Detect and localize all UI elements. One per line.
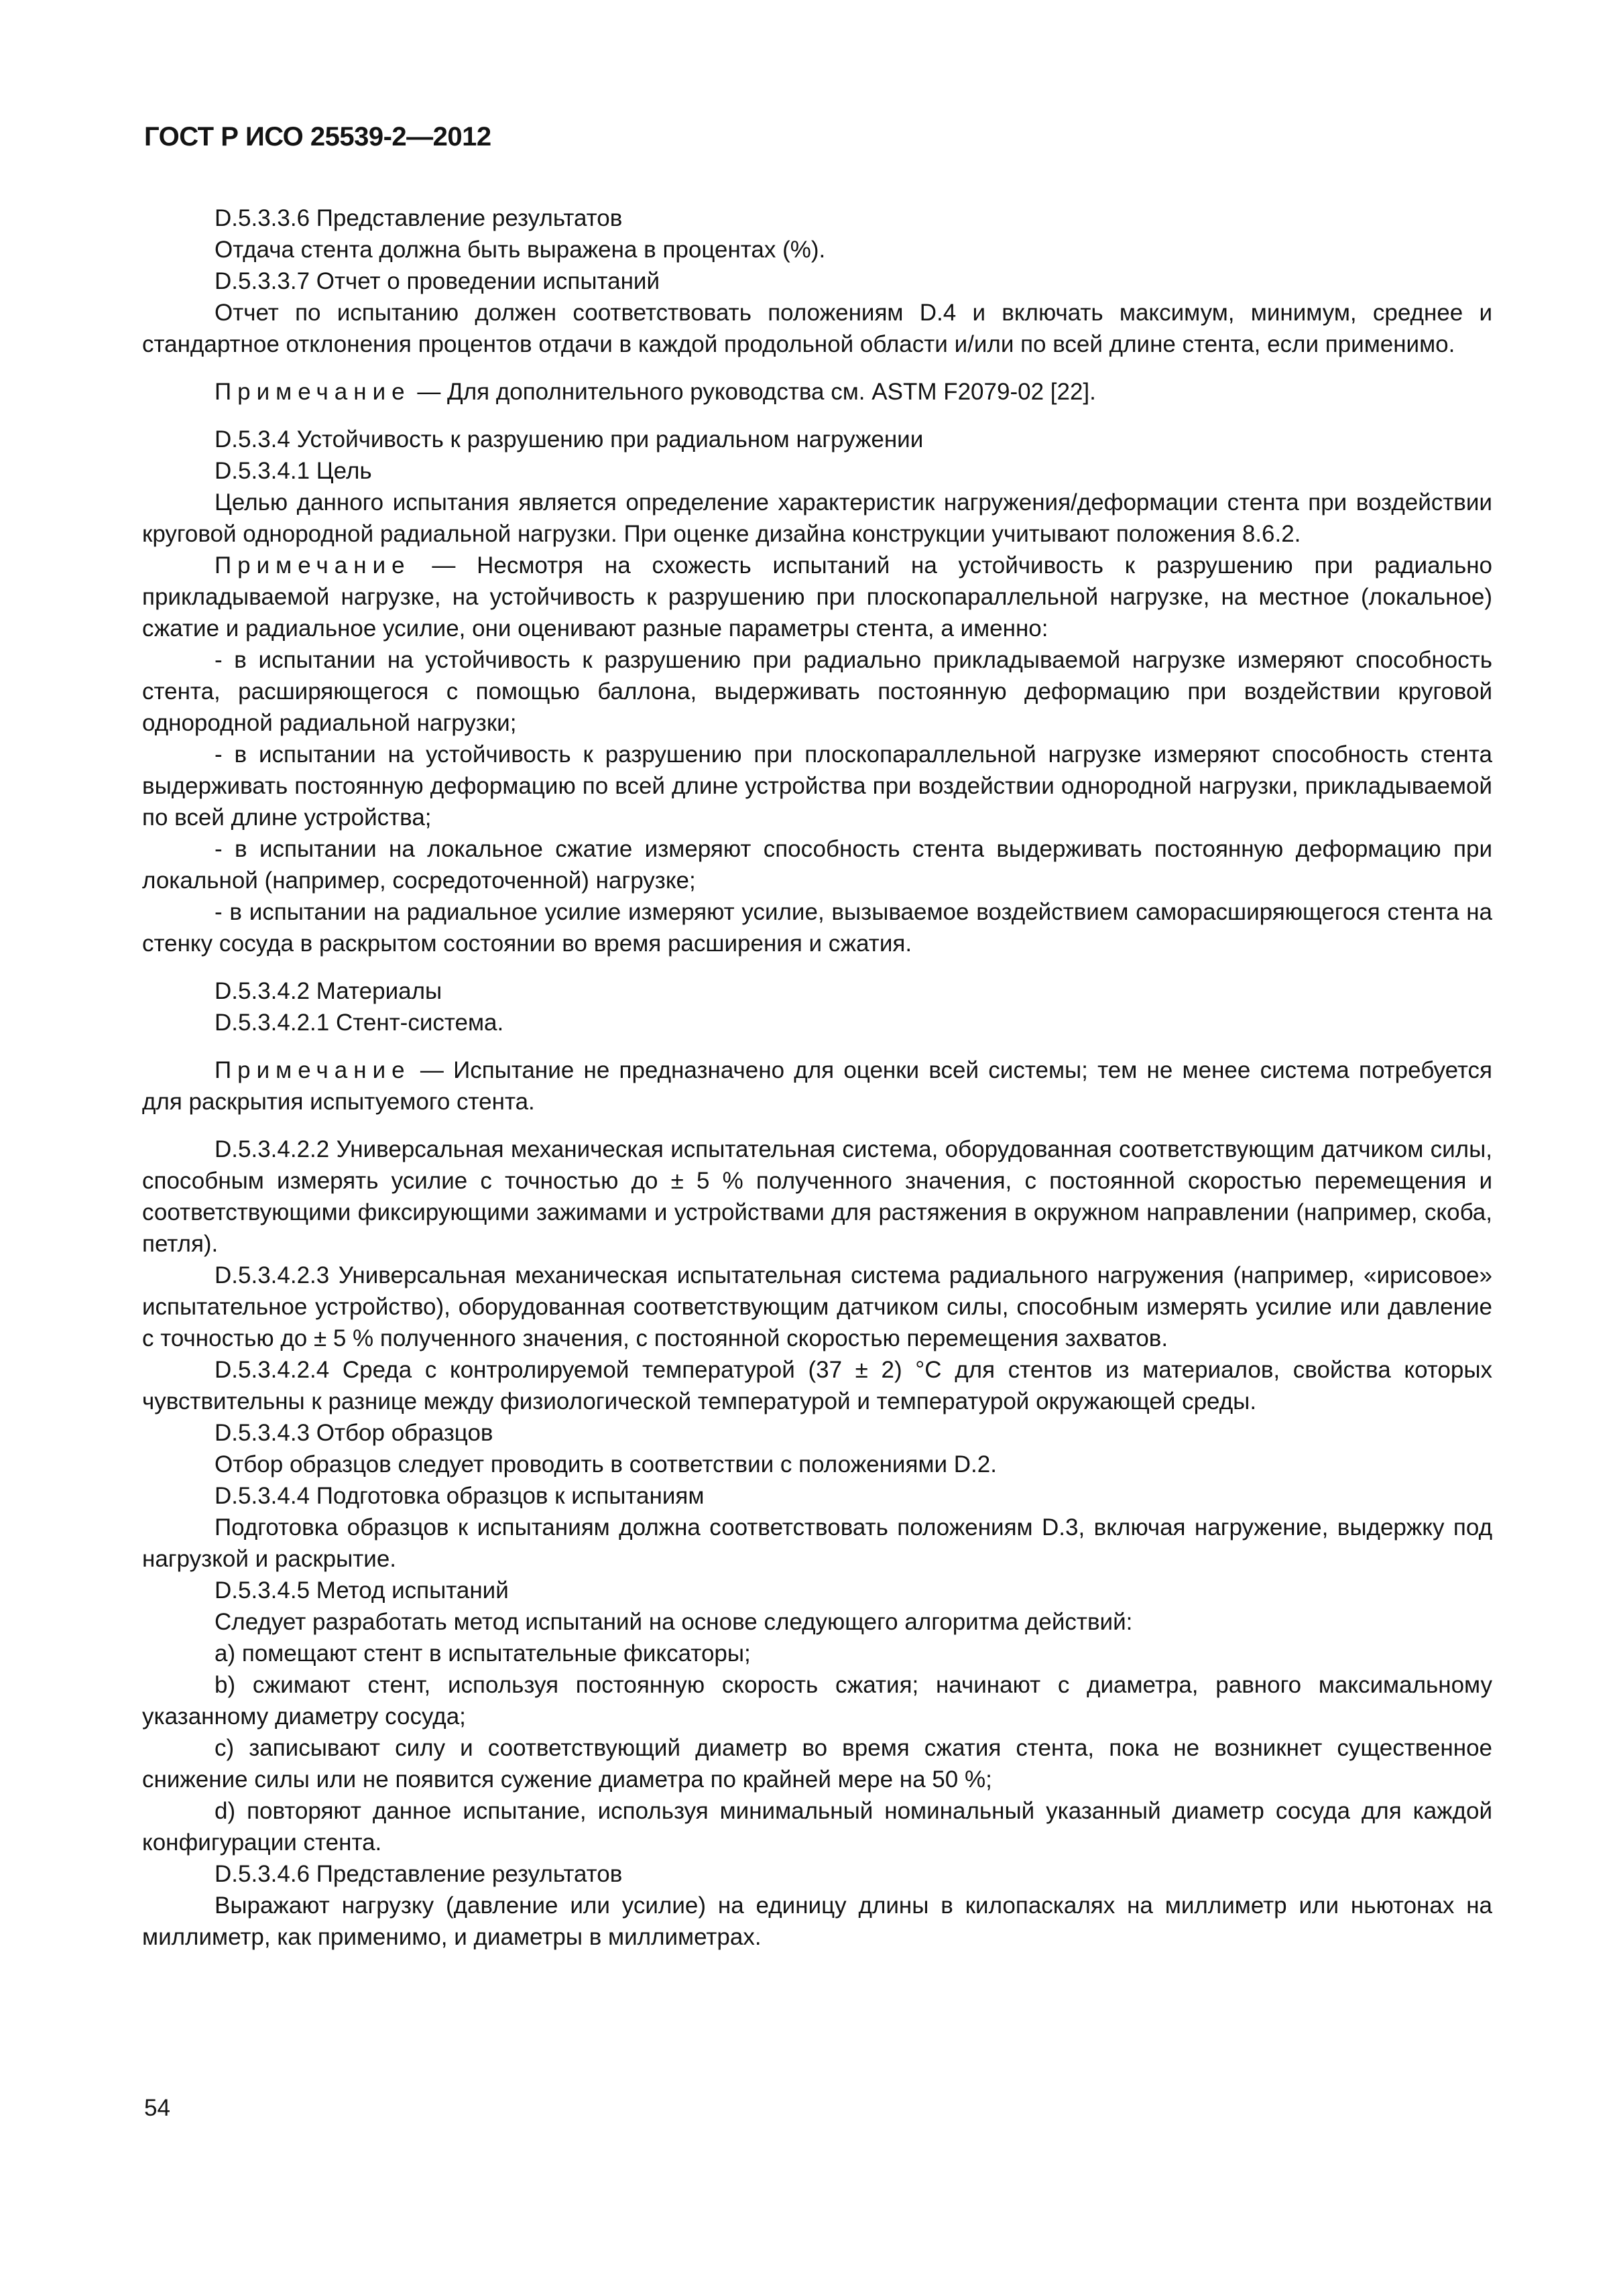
paragraph-text: - в испытании на устойчивость к разрушению при радиально прикладываемой нагрузке измеряют способность стента, расширяющегося с помощью баллона, выдерживать постоянную деформацию при воздействии круговой однородной радиальной нагрузки; bbox=[142, 647, 1492, 736]
paragraph-p18 bbox=[142, 1260, 1492, 1354]
paragraph-p1 bbox=[142, 202, 1492, 234]
paragraph-text: - в испытании на локальное сжатие измеряют способность стента выдерживать постоянную деформацию при локальной (например, сосредоточенной) нагрузке; bbox=[142, 836, 1492, 894]
paragraph-text: D.5.3.4.2 Материалы bbox=[215, 978, 442, 1004]
paragraph-text: d) повторяют данное испытание, используя минимальный номинальный указанный диаметр сосуда для каждой конфигурации стента. bbox=[142, 1798, 1492, 1856]
paragraph-text: Выражают нагрузку (давление или усилие) на единицу длины в килопаскалях на миллиметр или ньютонах на миллиметр, как применимо, и диаметры в миллиметрах. bbox=[142, 1892, 1492, 1950]
paragraph-p9 bbox=[142, 550, 1492, 644]
paragraph-p27 bbox=[142, 1669, 1492, 1732]
paragraph-p16 bbox=[142, 1054, 1492, 1117]
paragraph-text: D.5.3.4.4 Подготовка образцов к испытаниям bbox=[215, 1483, 705, 1509]
paragraph-p15 bbox=[142, 1007, 1492, 1038]
paragraph-p24 bbox=[142, 1575, 1492, 1606]
paragraph-text: Следует разработать метод испытаний на основе следующего алгоритма действий: bbox=[215, 1609, 1133, 1635]
paragraph-text: D.5.3.4.6 Представление результатов bbox=[215, 1861, 623, 1887]
paragraph-text: D.5.3.4.2.4 Среда с контролируемой температурой (37 ± 2) °С для стентов из материалов, свойства которых чувствительны к разнице между физиологической температурой и температурой окружающей среды. bbox=[142, 1357, 1492, 1414]
paragraph-text: - в испытании на радиальное усилие измеряют усилие, вызываемое воздействием саморасширяющегося стента на стенку сосуда в раскрытом состоянии во время расширения и сжатия. bbox=[142, 899, 1492, 957]
paragraph-p10 bbox=[142, 644, 1492, 739]
paragraph-text: a) помещают стент в испытательные фиксаторы; bbox=[215, 1640, 751, 1667]
paragraph-p6 bbox=[142, 424, 1492, 455]
note-label: Примечание bbox=[215, 379, 411, 405]
paragraph-text: Отбор образцов следует проводить в соответствии с положениями D.2. bbox=[215, 1451, 997, 1477]
paragraph-p30 bbox=[142, 1858, 1492, 1890]
paragraph-p19 bbox=[142, 1354, 1492, 1417]
paragraph-text: D.5.3.4.1 Цель bbox=[215, 458, 372, 484]
paragraph-p17 bbox=[142, 1134, 1492, 1260]
paragraph-text: — Испытание не предназначено для оценки всей системы; тем не менее система потребуется для раскрытия испытуемого стента. bbox=[142, 1057, 1492, 1115]
paragraph-text: b) сжимают стент, используя постоянную скорость сжатия; начинают с диаметра, равного максимальному указанному диаметру сосуда; bbox=[142, 1672, 1492, 1730]
paragraph-p22 bbox=[142, 1480, 1492, 1512]
paragraph-p25 bbox=[142, 1606, 1492, 1638]
paragraph-p5 bbox=[142, 376, 1492, 408]
paragraph-p29 bbox=[142, 1795, 1492, 1858]
paragraph-text: D.5.3.3.7 Отчет о проведении испытаний bbox=[215, 268, 660, 294]
paragraph-text: D.5.3.4.2.2 Универсальная механическая испытательная система, оборудованная соответствующим датчиком силы, способным измерять усилие с точностью до ± 5 % полученного значения, с постоянной скоростью перемещения и соответствующими фиксирующими зажимами и устройствами для растяжения в окружном направлении (например, скоба, петля). bbox=[142, 1136, 1492, 1257]
paragraph-p12 bbox=[142, 833, 1492, 896]
paragraph-text: Подготовка образцов к испытаниям должна соответствовать положениям D.3, включая нагружение, выдержку под нагрузкой и раскрытие. bbox=[142, 1514, 1492, 1572]
document-header: ГОСТ Р ИСО 25539-2—2012 bbox=[144, 122, 491, 152]
paragraph-text: - в испытании на устойчивость к разрушению при плоскопараллельной нагрузке измеряют способность стента выдерживать постоянную деформацию по всей длине устройства при воздействии однородной нагрузки, прикладываемой по всей длине устройства; bbox=[142, 741, 1492, 831]
paragraph-p13 bbox=[142, 896, 1492, 959]
paragraph-text: Отдача стента должна быть выражена в процентах (%). bbox=[215, 237, 826, 263]
paragraph-text: Отчет по испытанию должен соответствовать положениям D.4 и включать максимум, минимум, среднее и стандартное отклонения процентов отдачи в каждой продольной области и/или по всей длине стента, если применимо. bbox=[142, 300, 1492, 357]
paragraph-text: c) записывают силу и соответствующий диаметр во время сжатия стента, пока не возникнет существенное снижение силы или не появится сужение диаметра по крайней мере на 50 %; bbox=[142, 1735, 1492, 1793]
paragraph-p26 bbox=[142, 1638, 1492, 1669]
paragraph-text: D.5.3.3.6 Представление результатов bbox=[215, 205, 623, 231]
paragraph-text: D.5.3.4.3 Отбор образцов bbox=[215, 1420, 493, 1446]
document-body bbox=[142, 202, 1492, 1953]
paragraph-p14 bbox=[142, 975, 1492, 1007]
paragraph-p21 bbox=[142, 1449, 1492, 1480]
paragraph-text: — Несмотря на схожесть испытаний на устойчивость к разрушению при радиально прикладываемой нагрузке, на устойчивость к разрушению при плоскопараллельной нагрузке, на местное (локальное) сжатие и радиальное усилие, они оценивают разные параметры стента, а именно: bbox=[142, 552, 1492, 642]
paragraph-p3 bbox=[142, 265, 1492, 297]
paragraph-p28 bbox=[142, 1732, 1492, 1795]
paragraph-text: D.5.3.4 Устойчивость к разрушению при радиальном нагружении bbox=[215, 426, 924, 452]
paragraph-p8 bbox=[142, 487, 1492, 550]
paragraph-p2 bbox=[142, 234, 1492, 265]
paragraph-text: D.5.3.4.2.1 Стент-система. bbox=[215, 1010, 504, 1036]
paragraph-p11 bbox=[142, 739, 1492, 833]
paragraph-text: — Для дополнительного руководства см. ASTM F2079-02 [22]. bbox=[410, 379, 1096, 405]
page-number: 54 bbox=[144, 2095, 170, 2121]
paragraph-text: D.5.3.4.2.3 Универсальная механическая испытательная система радиального нагружения (например, «ирисовое» испытательное устройство), оборудованная соответствующим датчиком силы, способным измерять усилие или давление с точностью до ± 5 % полученного значения, с постоянной скоростью перемещения захватов. bbox=[142, 1262, 1492, 1351]
note-label: Примечание bbox=[215, 1057, 411, 1083]
paragraph-p7 bbox=[142, 455, 1492, 487]
paragraph-text: Целью данного испытания является определение характеристик нагружения/деформации стента при воздействии круговой однородной радиальной нагрузки. При оценке дизайна конструкции учитывают положения 8.6.2. bbox=[142, 489, 1492, 547]
paragraph-p4 bbox=[142, 297, 1492, 360]
paragraph-p31 bbox=[142, 1890, 1492, 1953]
note-label: Примечание bbox=[215, 552, 411, 579]
paragraph-p23 bbox=[142, 1512, 1492, 1575]
paragraph-p20 bbox=[142, 1417, 1492, 1449]
paragraph-text: D.5.3.4.5 Метод испытаний bbox=[215, 1577, 509, 1604]
